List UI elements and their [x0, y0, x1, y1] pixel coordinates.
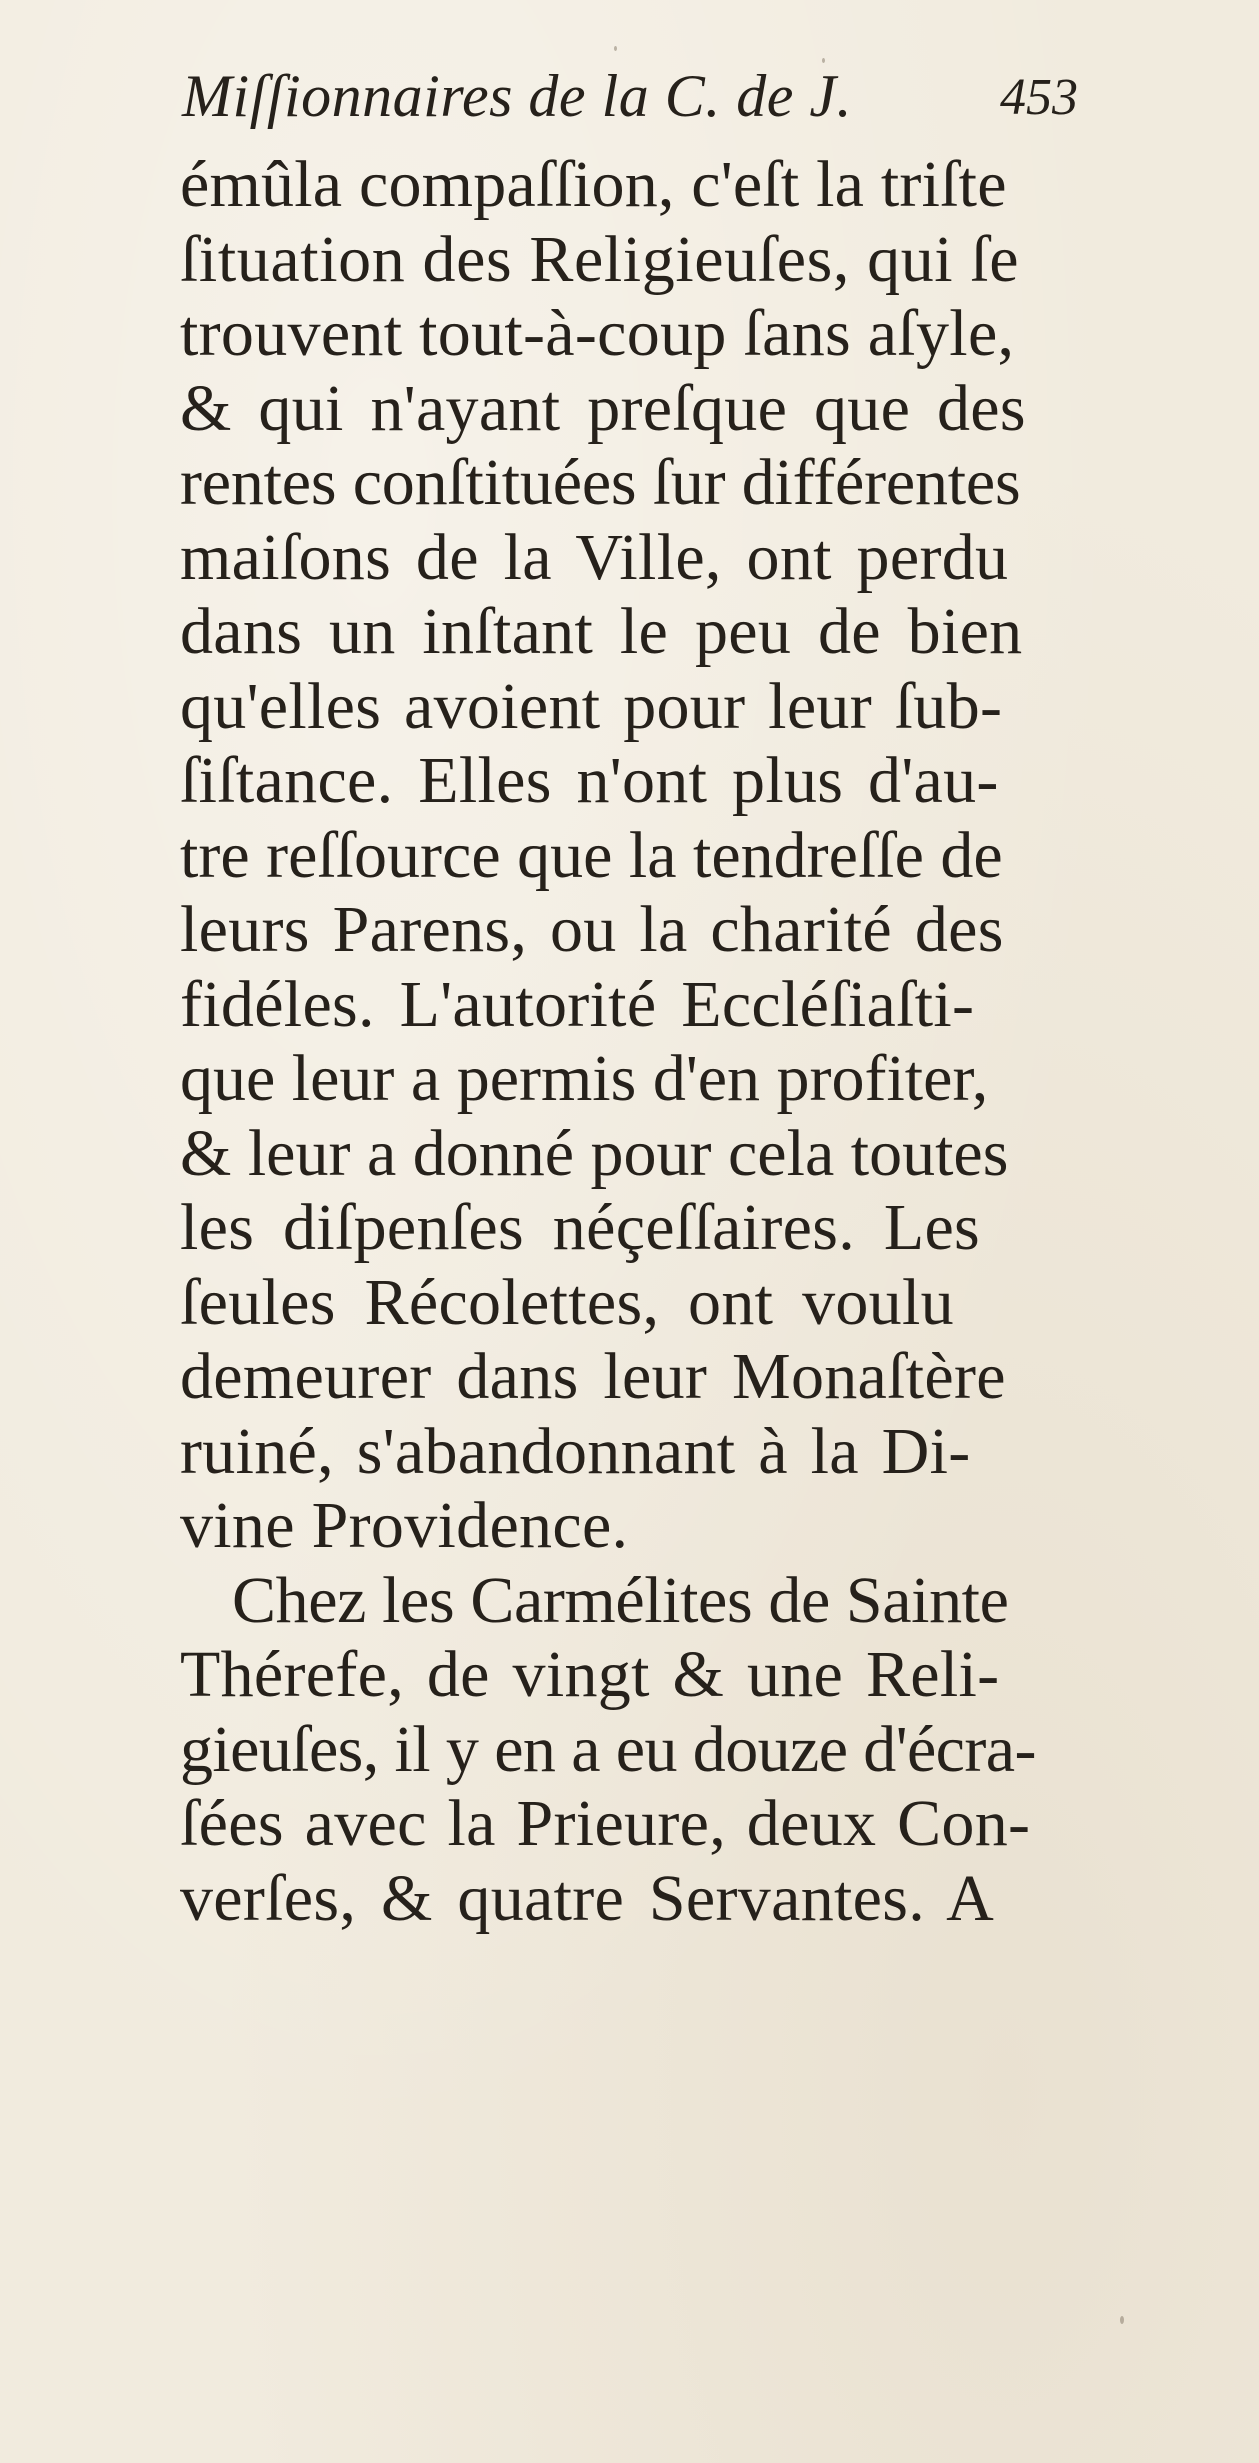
paper-speck	[1120, 2316, 1124, 2324]
text-line: verſes, & quatre Servantes. A	[180, 1861, 995, 1935]
text-line: Chez les Carmélites de Sainte	[232, 1563, 1009, 1637]
text-line: trouvent tout-à-coup ſans aſyle,	[180, 297, 1015, 370]
running-head	[182, 62, 1082, 142]
text-line: tre reſſource que la tendreſſe de	[180, 818, 1003, 892]
text-line: ruiné, s'abandonnant à la Di-	[180, 1414, 971, 1488]
page-number: 453	[1000, 69, 1078, 126]
text-line: fidéles. L'autorité Eccléſiaſti-	[180, 967, 975, 1041]
text-line: maiſons de la Ville, ont perdu	[180, 520, 1009, 594]
paper-speck	[614, 46, 617, 51]
text-line: émûla compaſſion, c'eſt la triſte	[180, 148, 1007, 221]
paper-speck	[822, 58, 825, 63]
text-line: les diſpenſes néçeſſaires. Les	[180, 1191, 981, 1264]
text-line: rentes conſtituées ſur différentes	[180, 446, 1021, 519]
text-line: dans un inſtant le peu de bien	[180, 595, 1023, 668]
text-line: ſituation des Religieuſes, qui ſe	[180, 222, 1020, 296]
text-line: que leur a permis d'en profiter,	[180, 1042, 989, 1115]
text-line: qu'elles avoient pour leur ſub-	[180, 669, 1003, 743]
text-line: gieuſes, il y en a eu douze d'écra-	[180, 1712, 1036, 1786]
text-line: ſiſtance. Elles n'ont plus d'au-	[180, 744, 999, 817]
text-line: Thérefe, de vingt & une Reli-	[180, 1638, 1000, 1711]
text-line: ſées avec la Prieure, deux Con-	[180, 1787, 1031, 1860]
text-line: & qui n'ayant preſque que des	[180, 371, 1026, 445]
running-head-title: Miſſionnaires de la C. de J.	[182, 63, 853, 129]
body-text	[180, 148, 1080, 1936]
text-line: vine Providence.	[180, 1489, 629, 1562]
text-line: ſeules Récolettes, ont voulu	[180, 1265, 954, 1339]
text-line: leurs Parens, ou la charité des	[180, 893, 1004, 966]
text-line: & leur a donné pour cela toutes	[180, 1116, 1009, 1190]
text-line: demeurer dans leur Monaſtère	[180, 1340, 1006, 1413]
